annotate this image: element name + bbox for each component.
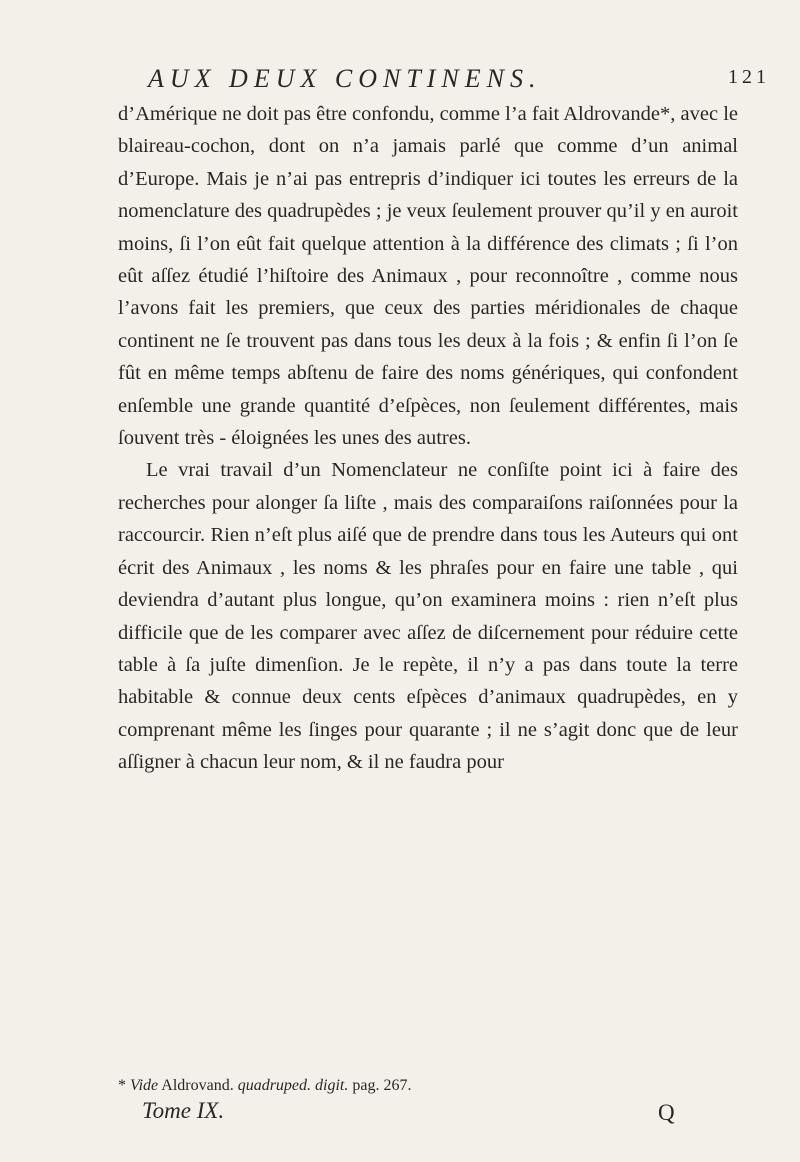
footnote [118, 1077, 738, 1095]
signature-mark: Q [658, 1100, 675, 1125]
paragraph-1: d’Amérique ne doit pas être confondu, comme l’a fait Aldrovande*, avec le blaireau-cochon, dont on n’a jamais parlé que comme d’un animal d’Europe. Mais je n’ai pas entrepris d’indiquer ici toutes les erreurs de la nomenclature des quadrupèdes ; je veux ſeulement prouver qu’il y en auroit moins, ſi l’on eût fait quelque attention à la différence des climats ; ſi l’on eût aſſez étudié l’hiſtoire des Animaux , pour reconnoître , comme nous l’avons fait les premiers, que ceux des parties méridionales de chaque continent ne ſe trouvent pas dans tous les deux à la fois ; & enfin ſi l’on ſe fût en même temps abſtenu de faire des noms génériques, qui confondent enſemble une grande quantité d’eſpèces, non ſeulement différentes, mais ſouvent très - éloignées les unes des autres. [118, 103, 738, 450]
volume-label: Tome IX. [142, 1098, 225, 1123]
running-title: AUX DEUX CONTINENS. [148, 64, 542, 93]
footnote-work: quadruped. digit. [237, 1077, 349, 1094]
signature-line [118, 1098, 738, 1128]
page-number: 121 [728, 66, 770, 88]
body-text [118, 98, 738, 779]
paragraph-2: Le vrai travail d’un Nomenclateur ne conſiſte point ici à faire des recherches pour alonger ſa liſte , mais des comparaiſons raiſonnées pour la raccourcir. Rien n’eſt plus aiſé que de prendre dans tous les Auteurs qui ont écrit des Animaux , les noms & les phraſes pour en faire une table , qui deviendra d’autant plus longue, qu’on examinera moins : rien n’eſt plus difficile que de les comparer avec aſſez de diſcernement pour réduire cette table à ſa juſte dimenſion. Je le repète, il n’y a pas dans toute la terre habitable & connue deux cents eſpèces d’animaux quadrupèdes, en y comprenant même les ſinges pour quarante ; il ne s’agit donc que de leur aſſigner à chacun leur nom, & il ne faudra pour [118, 459, 738, 774]
footnote-marker: * [118, 1077, 126, 1094]
footnote-vide: Vide [130, 1077, 159, 1094]
footnote-author: Aldrovand. [161, 1077, 234, 1094]
running-head [148, 60, 778, 100]
footnote-page-ref: pag. 267. [352, 1077, 412, 1094]
